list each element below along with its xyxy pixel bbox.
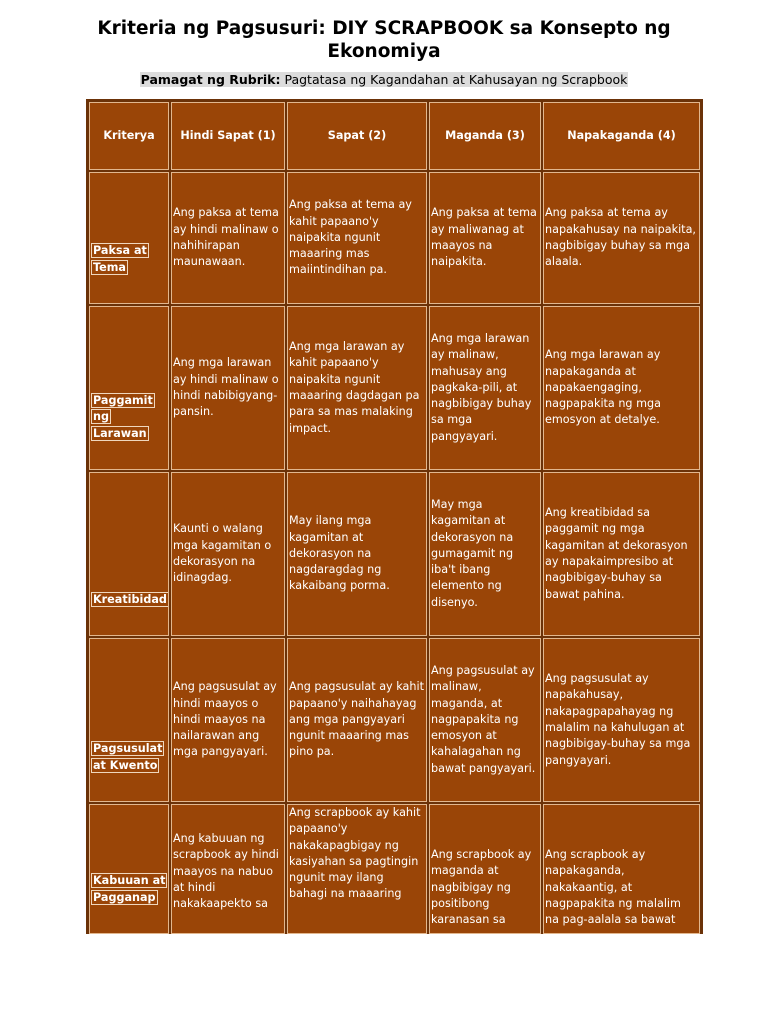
header-hindi-sapat: Hindi Sapat (1) <box>171 102 285 170</box>
rubric-cell: Ang pagsusulat ay napakahusay, nakapagpapahayag ng malalim na kahulugan at nagbibigay-buhay sa mga pangyayari. <box>543 638 700 802</box>
rubric-title: Pagtatasa ng Kagandahan at Kahusayan ng Scrapbook <box>284 72 628 87</box>
rubric-cell: Ang mga larawan ay hindi malinaw o hindi nabibigyang-pansin. <box>171 306 285 470</box>
rubric-cell: Ang mga larawan ay kahit papaano'y naipakita ngunit maaaring dagdagan pa para sa mas malaking impact. <box>287 306 427 470</box>
rubric-label: Pamagat ng Rubrik: <box>140 72 281 87</box>
rubric-cell: Ang kabuuan ng scrapbook ay hindi maayos na nabuo at hindi nakakaapekto sa <box>171 804 285 934</box>
rubric-table-frame <box>86 99 703 934</box>
table-row <box>89 172 700 304</box>
rubric-cell: Ang paksa at tema ay napakahusay na naipakita, nagbibigay buhay sa mga alaala. <box>543 172 700 304</box>
rubric-cell: Ang scrapbook ay napakaganda, nakakaantig, at nagpapakita ng malalim na pag-aalala sa bawat <box>543 804 700 934</box>
criterion-cell <box>89 472 169 636</box>
header-napakaganda: Napakaganda (4) <box>543 102 700 170</box>
criterion-cell <box>89 172 169 304</box>
rubric-cell: Ang mga larawan ay malinaw, mahusay ang pagkaka-pili, at nagbibigay buhay sa mga pangyayari. <box>429 306 541 470</box>
rubric-cell: May mga kagamitan at dekorasyon na gumagamit ng iba't ibang elemento ng disenyo. <box>429 472 541 636</box>
table-row <box>89 306 700 470</box>
criterion-label: Kabuuan at Pagganap <box>93 874 166 904</box>
header-sapat: Sapat (2) <box>287 102 427 170</box>
criterion-cell <box>89 804 169 934</box>
rubric-cell: Ang scrapbook ay kahit papaano'y nakakapagbigay ng kasiyahan sa pagtingin ngunit may ilang bahagi na maaaring <box>287 804 427 934</box>
rubric-cell: Ang pagsusulat ay hindi maayos o hindi maayos na nailarawan ang mga pangyayari. <box>171 638 285 802</box>
rubric-cell: Ang kreatibidad sa paggamit ng mga kagamitan at dekorasyon ay napakaimpresibo at nagbibigay-buhay sa bawat pahina. <box>543 472 700 636</box>
rubric-cell: Ang pagsusulat ay kahit papaano'y naihahayag ang mga pangyayari ngunit maaaring mas pino pa. <box>287 638 427 802</box>
rubric-cell: Ang paksa at tema ay maliwanag at maayos na naipakita. <box>429 172 541 304</box>
rubric-cell: Ang mga larawan ay napakaganda at napakaengaging, nagpapakita ng mga emosyon at detalye. <box>543 306 700 470</box>
criterion-label: Paksa at Tema <box>93 244 147 274</box>
criterion-cell <box>89 306 169 470</box>
document-title: Kriteria ng Pagsusuri: DIY SCRAPBOOK sa Konsepto ng Ekonomiya <box>97 18 671 62</box>
criterion-label: Paggamit ng Larawan <box>93 394 153 440</box>
rubric-cell: May ilang mga kagamitan at dekorasyon na nagdaragdag ng kakaibang porma. <box>287 472 427 636</box>
rubric-cell: Ang paksa at tema ay kahit papaano'y naipakita ngunit maaaring mas maiintindihan pa. <box>287 172 427 304</box>
table-row <box>89 638 700 802</box>
rubric-cell: Ang scrapbook ay maganda at nagbibigay ng positibong karanasan sa <box>429 804 541 934</box>
rubric-cell: Ang pagsusulat ay malinaw, maganda, at nagpapakita ng emosyon at kahalagahan ng bawat pangyayari. <box>429 638 541 802</box>
criterion-label: Pagsusulat at Kwento <box>93 742 163 772</box>
criterion-label: Kreatibidad <box>93 592 167 606</box>
table-row <box>89 472 700 636</box>
table-header-row <box>89 102 700 170</box>
header-maganda: Maganda (3) <box>429 102 541 170</box>
table-row <box>89 804 700 934</box>
rubric-cell: Ang paksa at tema ay hindi malinaw o nahihirapan maunawaan. <box>171 172 285 304</box>
criterion-cell <box>89 638 169 802</box>
rubric-cell: Kaunti o walang mga kagamitan o dekorasyon na idinagdag. <box>171 472 285 636</box>
rubric-table <box>87 100 702 934</box>
rubric-title-line <box>0 72 768 88</box>
header-kriterya: Kriterya <box>89 102 169 170</box>
